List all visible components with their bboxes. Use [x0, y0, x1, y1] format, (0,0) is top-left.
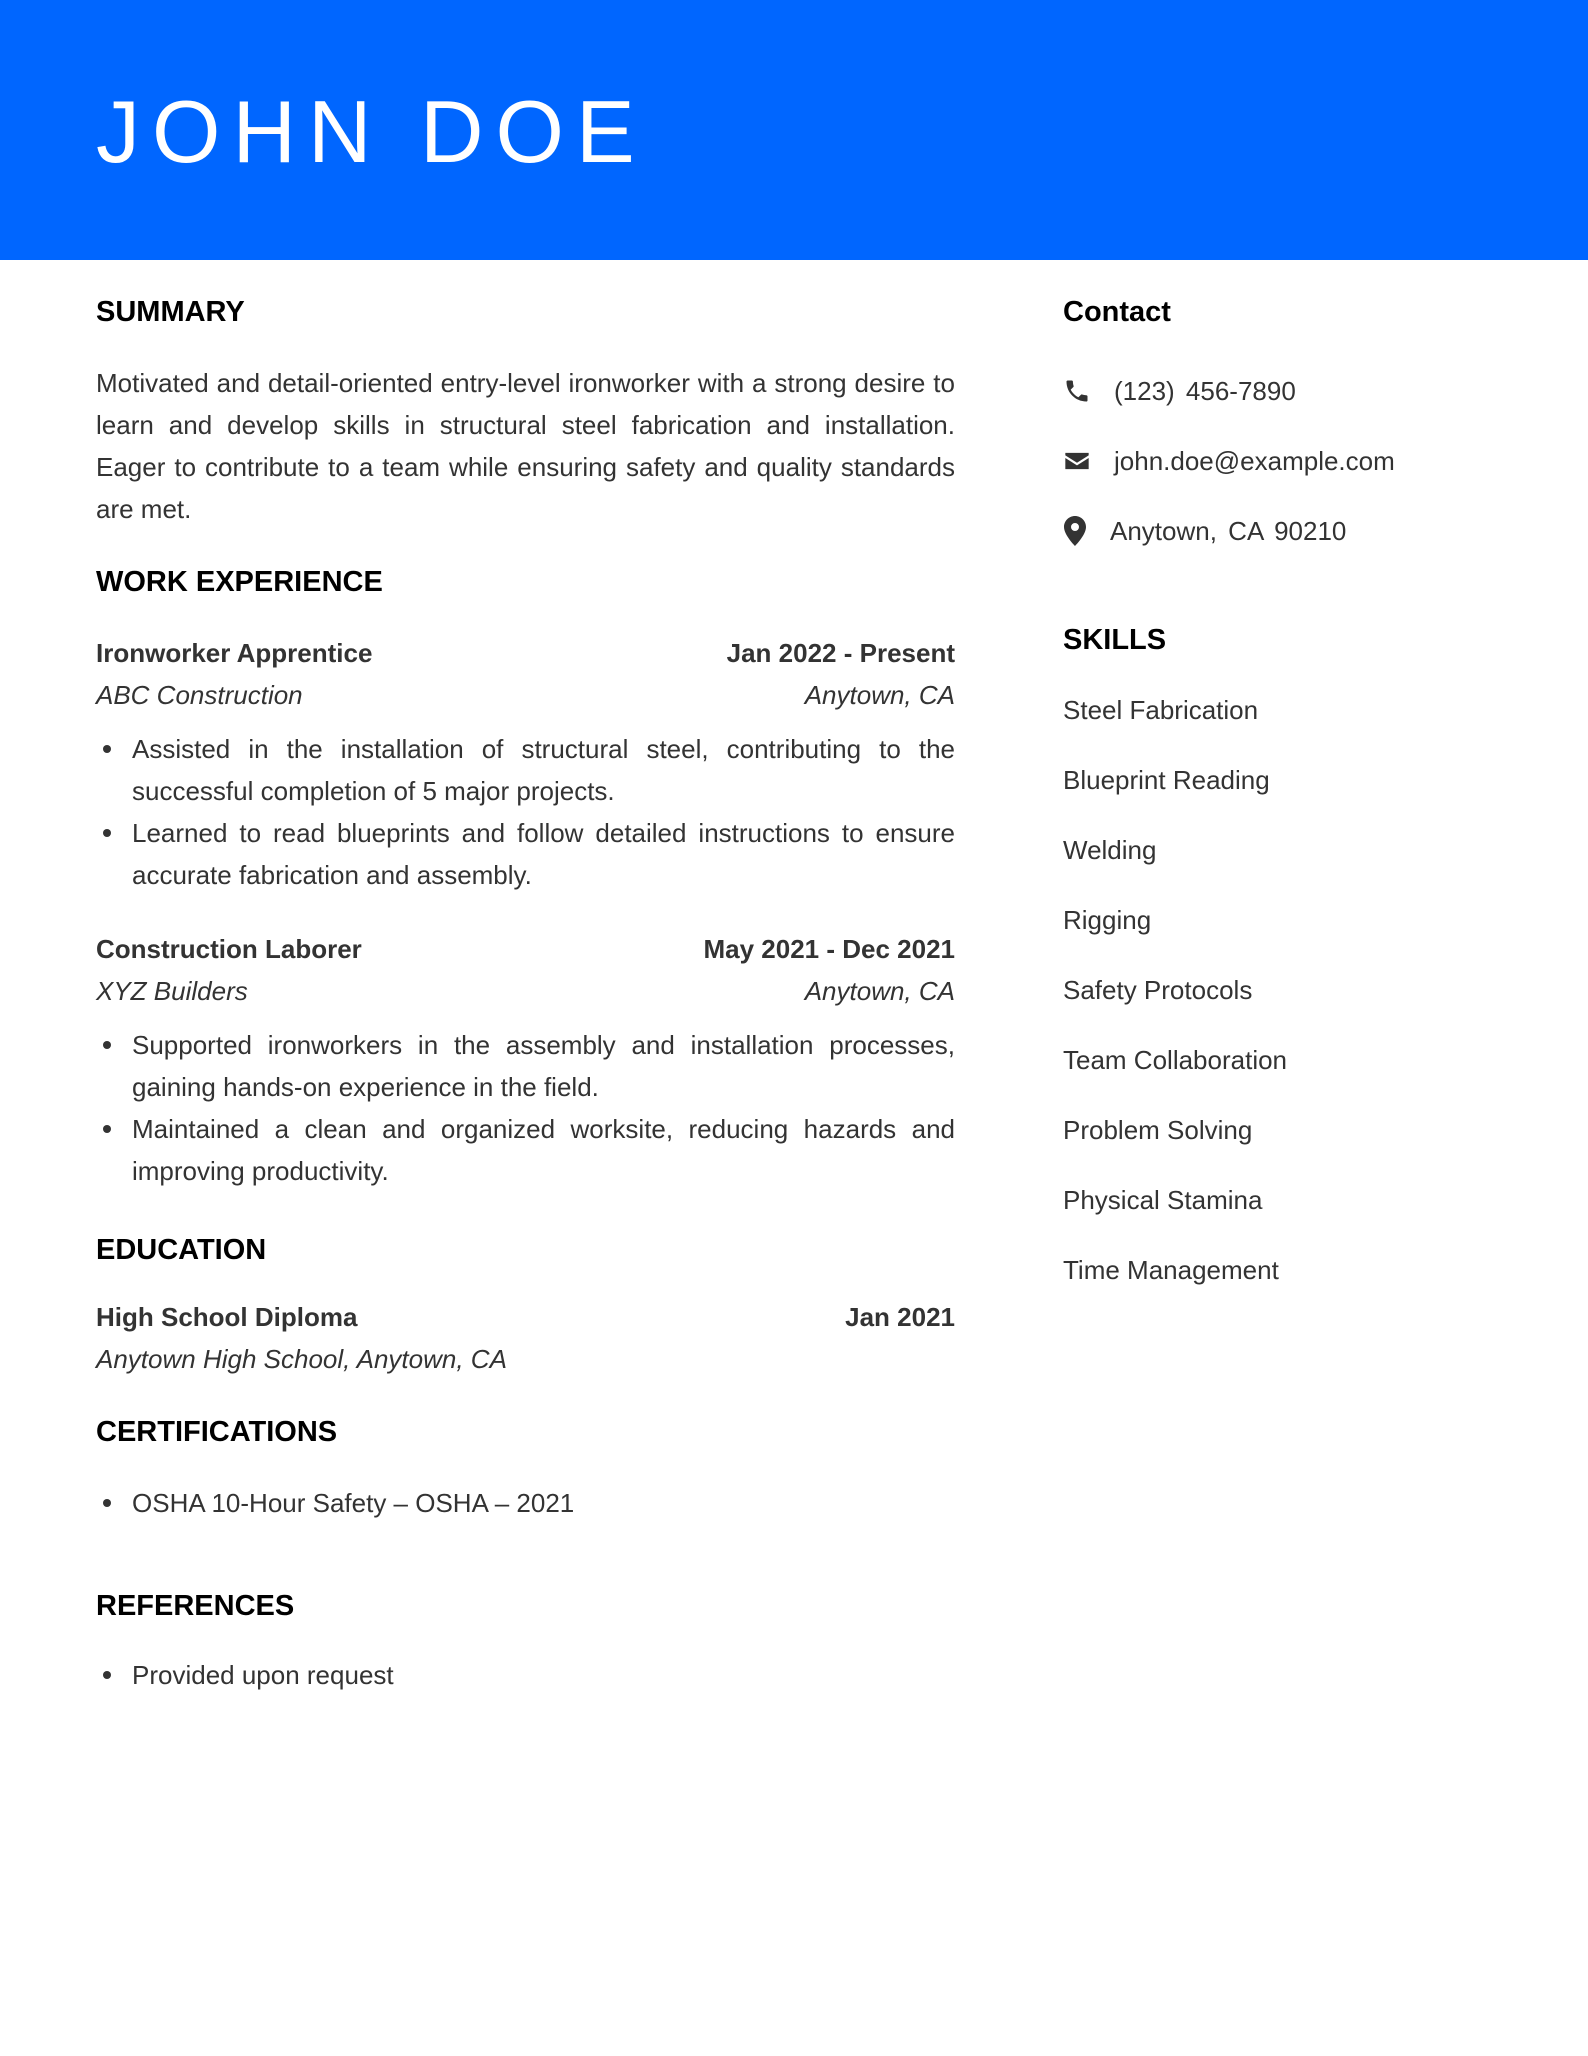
job-dates: Jan 2022 - Present	[726, 638, 955, 668]
list-item	[96, 812, 955, 896]
references-list	[96, 1654, 955, 1696]
contact-location	[1063, 510, 1503, 552]
list-item	[96, 1654, 955, 1696]
certification-text: OSHA 10-Hour Safety – OSHA – 2021	[132, 1488, 575, 1518]
skill-item: Blueprint Reading	[1063, 765, 1270, 795]
skill-item: Safety Protocols	[1063, 975, 1253, 1005]
candidate-name: JOHN DOE	[96, 82, 647, 181]
skill-item: Rigging	[1063, 905, 1152, 935]
summary-text: Motivated and detail-oriented entry-level ironworker with a strong desire to learn and develop skills in structural steel fabrication and installation. Eager to contribute to a team while ensuring safety and quality standards are met.	[96, 368, 955, 524]
bullet-dot	[103, 1041, 111, 1049]
skill-item: Steel Fabrication	[1063, 695, 1259, 725]
skill-item: Time Management	[1063, 1255, 1279, 1285]
summary-section	[96, 292, 955, 530]
experience-section	[96, 562, 955, 1192]
skill-item: Team Collaboration	[1063, 1045, 1288, 1075]
email-text: john.doe@example.com	[1114, 445, 1395, 476]
skills-heading: SKILLS	[1063, 624, 1167, 656]
skills-list	[1063, 689, 1503, 1319]
location-text: Anytown, CA 90210	[1110, 515, 1347, 546]
contact-section	[1063, 292, 1503, 552]
education-date: Jan 2021	[845, 1302, 955, 1332]
bullet-dot	[103, 1499, 111, 1507]
job-bullets	[96, 1024, 955, 1192]
contact-email	[1063, 440, 1503, 482]
job-company: ABC Construction	[96, 680, 303, 710]
job-title: Ironworker Apprentice	[96, 638, 373, 668]
skill-item: Physical Stamina	[1063, 1185, 1263, 1215]
job-dates: May 2021 - Dec 2021	[703, 934, 955, 964]
job-location: Anytown, CA	[804, 976, 955, 1006]
education-degree: High School Diploma	[96, 1302, 358, 1332]
bullet-text: Learned to read blueprints and follow detailed instructions to ensure accurate fabrication and assembly.	[132, 818, 955, 890]
bullet-dot	[103, 1125, 111, 1133]
envelope-icon	[1063, 444, 1097, 478]
list-item	[96, 728, 955, 812]
certifications-list	[96, 1482, 955, 1524]
map-pin-icon	[1063, 514, 1091, 548]
contact-phone	[1063, 370, 1503, 412]
job-company: XYZ Builders	[96, 976, 248, 1006]
phone-text: (123) 456-7890	[1114, 375, 1296, 406]
education-heading: EDUCATION	[96, 1234, 267, 1266]
bullet-dot	[103, 1671, 111, 1679]
education-section	[96, 1230, 955, 1380]
reference-text: Provided upon request	[132, 1660, 394, 1690]
job-location: Anytown, CA	[804, 680, 955, 710]
skills-section	[1063, 620, 1503, 1319]
references-heading: REFERENCES	[96, 1590, 295, 1622]
sidebar-column	[1063, 292, 1503, 1319]
certifications-heading: CERTIFICATIONS	[96, 1416, 338, 1448]
bullet-dot	[103, 745, 111, 753]
education-school: Anytown High School, Anytown, CA	[96, 1344, 507, 1374]
list-item	[96, 1108, 955, 1192]
list-item	[96, 1482, 955, 1524]
summary-heading: SUMMARY	[96, 296, 245, 328]
job-title: Construction Laborer	[96, 934, 362, 964]
bullet-dot	[103, 829, 111, 837]
experience-heading: WORK EXPERIENCE	[96, 566, 383, 598]
skill-item: Problem Solving	[1063, 1115, 1253, 1145]
job-entry	[96, 928, 955, 1192]
certifications-section	[96, 1412, 955, 1524]
phone-icon	[1063, 374, 1097, 408]
main-column	[96, 292, 955, 1696]
job-bullets	[96, 728, 955, 896]
list-item	[96, 1024, 955, 1108]
header-banner	[0, 0, 1588, 260]
references-section	[96, 1586, 955, 1696]
bullet-text: Supported ironworkers in the assembly and installation processes, gaining hands-on experience in the field.	[132, 1030, 955, 1102]
contact-heading: Contact	[1063, 296, 1171, 328]
job-entry	[96, 632, 955, 896]
bullet-text: Maintained a clean and organized worksite, reducing hazards and improving productivity.	[132, 1114, 955, 1186]
skill-item: Welding	[1063, 835, 1157, 865]
bullet-text: Assisted in the installation of structural steel, contributing to the successful completion of 5 major projects.	[132, 734, 955, 806]
